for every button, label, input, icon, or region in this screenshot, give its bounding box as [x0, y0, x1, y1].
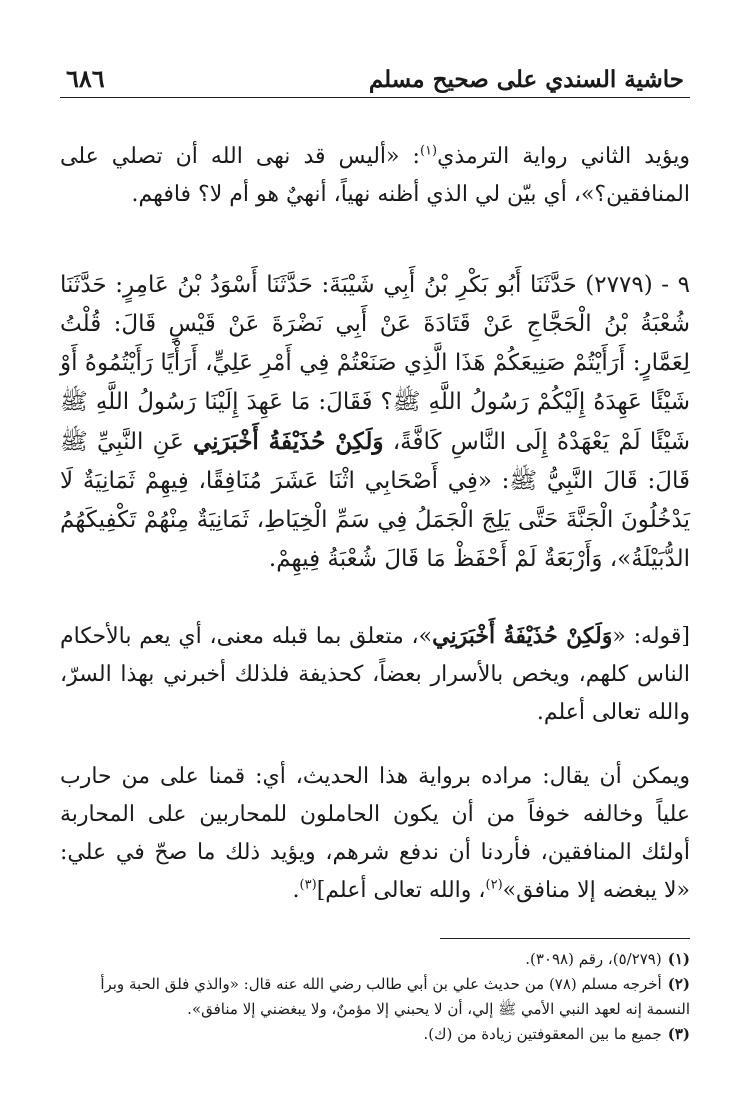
commentary2-text-b: ، والله تعالى أعلم]: [316, 878, 486, 903]
footnotes-section: [60, 947, 690, 1047]
footnote-2: [60, 972, 690, 1022]
footnote-1: [60, 947, 690, 972]
footnote-ref-2[interactable]: (٢): [485, 877, 503, 893]
intro-text-a: ويؤيد الثاني رواية الترمذي: [437, 144, 690, 169]
commentary-text-b: »، متعلق بما قبله معنى، أي يعم بالأحكام الناس كلهم، ويخص بالأسرار بعضاً، كحذيفة فلذلك أخبرني بهذا السرّ، والله تعالى أعلم.: [60, 624, 690, 725]
footnote-divider: [440, 938, 690, 939]
book-page: [60, 60, 690, 1060]
footnote-text: (٥/٢٧٩)، رقم (٣٠٩٨).: [525, 950, 662, 968]
hadith-text-b: عَنِ النَّبِيِّ ﷺ قَالَ: قَالَ النَّبِيُّ ﷺ: «فِي أَصْحَابِي اثْنَا عَشَرَ مُنَافِقًا، فِيهِمْ ثَمَانِيَةٌ لَا يَدْخُلُونَ الْجَنَّةَ حَتَّى يَلِجَ الْجَمَلُ فِي سَمِّ الْخِيَاطِ، ثَمَانِيَةٌ مِنْهُمْ تَكْفِيكَهُمُ الدُّبَيْلَةُ»، وَأَرْبَعَةٌ لَمْ أَحْفَظْ مَا قَالَ شُعْبَةُ فِيهِمْ.: [60, 429, 690, 572]
book-title: حاشية السندي على صحيح مسلم: [368, 66, 684, 93]
hadith-paragraph: [60, 266, 690, 579]
footnote-ref-3[interactable]: (٣): [299, 877, 317, 893]
hadith-emphasis: وَلَكِنْ حُذَيْفَةُ أَخْبَرَنِي: [193, 428, 384, 455]
commentary-paragraph-2: [60, 758, 690, 910]
commentary2-text-a: ويمكن أن يقال: مراده برواية هذا الحديث، أي: قمنا على من حارب علياً وخالفه خوفاً من أن يكون الحاملون للمحاربين على المحاربة أولئك المنافقين، فأردنا أن ندفع شرهم، ويؤيد ذلك ما صحّ في علي: «لا يبغضه إلا منافق»: [60, 764, 690, 903]
footnote-ref-1[interactable]: (١): [419, 143, 438, 159]
intro-text-b: : «أليس قد نهى الله أن تصلي على المنافقين؟»، أي بيّن لي الذي أظنه نهياً، أنهيٌ هو أم لا؟ فافهم.: [60, 144, 690, 207]
footnote-3: [60, 1022, 690, 1047]
commentary-text-a: [قوله: «: [612, 624, 691, 649]
footnote-number: (١): [667, 950, 690, 968]
footnote-number: (٢): [667, 975, 690, 993]
footnote-text: جميع ما بين المعقوفتين زيادة من (ك).: [423, 1025, 662, 1043]
footnote-number: (٣): [667, 1025, 690, 1043]
running-header: [60, 60, 690, 98]
commentary-paragraph: [60, 617, 690, 732]
intro-paragraph: [60, 138, 690, 214]
footnote-text: أخرجه مسلم (٧٨) من حديث علي بن أبي طالب رضي الله عنه قال: «والذي فلق الحبة وبرأ النسمة إنه لعهد النبي الأمي ﷺ إلي، أن لا يحبني إلا مؤمنٌ، ولا يبغضني إلا منافق».: [100, 975, 690, 1018]
commentary-emphasis: وَلَكِنْ حُذَيْفَةُ أَخْبَرَنِي: [432, 623, 613, 649]
hadith-text-a: ٩ - (٢٧٧٩) حَدَّثَنَا أَبُو بَكْرِ بْنُ أَبِي شَيْبَةَ: حَدَّثَنَا أَسْوَدُ بْنُ عَامِرٍ: حَدَّثَنَا شُعْبَةُ بْنُ الْحَجَّاجِ عَنْ قَتَادَةَ عَنْ أَبِي نَضْرَةَ عَنْ قَيْسٍ قَالَ: قُلْتُ لِعَمَّارٍ: أَرَأَيْتُمْ صَنِيعَكُمْ هَذَا الَّذِي صَنَعْتُمْ فِي أَمْرِ عَلِيٍّ، أَرَأْيًا رَأَيْتُمُوهُ أَوْ شَيْئًا عَهِدَهُ إِلَيْكُمْ رَسُولُ اللَّهِ ﷺ؟ فَقَالَ: مَا عَهِدَ إِلَيْنَا رَسُولُ اللَّهِ ﷺ شَيْئًا لَمْ يَعْهَدْهُ إِلَى النَّاسِ كَافَّةً،: [60, 272, 690, 455]
commentary2-text-c: .: [292, 878, 300, 903]
page-number: ٦٨٦: [66, 64, 105, 93]
